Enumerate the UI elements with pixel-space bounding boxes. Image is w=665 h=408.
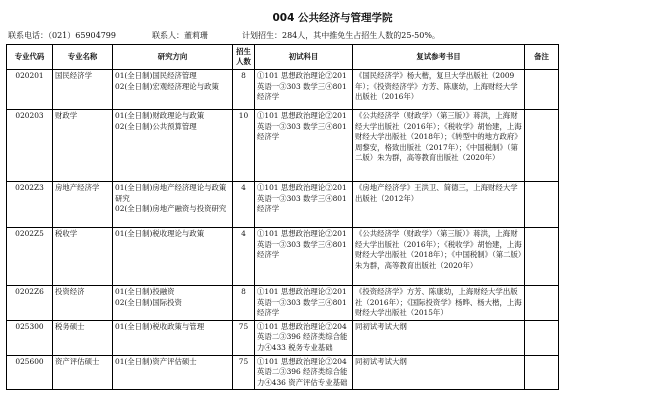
- reference-books: 同初试考试大纲: [353, 355, 525, 390]
- program-name: 房地产经济学: [53, 182, 113, 228]
- research-direction-item: 01(全日制)税收理论与政策: [115, 229, 205, 238]
- research-direction-item: 01(全日制)税收政策与管理: [115, 321, 205, 331]
- remark: [525, 228, 559, 286]
- reference-books: 《国民经济学》杨大楷，复旦大学出版社（2009年）；《投资经济学》方芳、陈康幼，上海财经大学出版社（2016年）: [353, 70, 525, 110]
- remark: [525, 320, 559, 355]
- research-direction: [113, 228, 233, 286]
- header-remark: 备注: [525, 45, 559, 70]
- research-direction: [113, 320, 233, 355]
- program-name: 税收学: [53, 228, 113, 286]
- research-direction-item: 01(全日制)国民经济管理: [115, 71, 197, 80]
- research-direction-item: 01(全日制)财政理论与政策: [115, 111, 205, 120]
- remark: [525, 182, 559, 228]
- enrollment-count: 8: [233, 70, 255, 110]
- program-code: 0202Z5: [7, 228, 53, 286]
- research-direction: [113, 355, 233, 390]
- header-books: 复试参考书目: [353, 45, 525, 70]
- enrollment-count: 75: [233, 320, 255, 355]
- research-direction: [113, 182, 233, 228]
- program-name: 财政学: [53, 110, 113, 182]
- reference-books: 《房地产经济学》王洪卫、简德三，上海财经大学出版社（2012年）: [353, 182, 525, 228]
- research-direction-item: 02(全日制)公共预算管理: [115, 121, 197, 131]
- exam-subjects: ①101 思想政治理论②204英语二③396 经济类综合能力④433 税务专业基础: [255, 320, 353, 355]
- table-row: [7, 228, 559, 286]
- table-row: [7, 355, 559, 390]
- program-code: 025300: [7, 320, 53, 355]
- page-title: 004 公共经济与管理学院: [272, 12, 393, 24]
- exam-subjects: ①101 思想政治理论②201英语一③303 数学三④801经济学: [255, 110, 353, 182]
- contact-person: 联系人：董莉珊: [152, 31, 208, 40]
- reference-books: 《投资经济学》方芳、陈康幼，上海财经大学出版社（2016年）；《国际投资学》杨晔、杨大楷，上海财经大学出版社（2015年）: [353, 286, 525, 321]
- exam-subjects: ①101 思想政治理论②201英语一③303 数学三④801经济学: [255, 228, 353, 286]
- research-direction-item: 02(全日制)国际投资: [115, 297, 182, 307]
- table-row: [7, 286, 559, 321]
- program-code: 025600: [7, 355, 53, 390]
- enrollment-count: 10: [233, 110, 255, 182]
- table-row: [7, 110, 559, 182]
- remark: [525, 70, 559, 110]
- program-name: 投资经济: [53, 286, 113, 321]
- table-row: [7, 70, 559, 110]
- reference-books: 同初试考试大纲: [353, 320, 525, 355]
- research-direction-item: 01(全日制)资产评估硕士: [115, 356, 197, 366]
- enrollment-count: 8: [233, 286, 255, 321]
- exam-subjects: ①101 思想政治理论②201英语一③303 数学三④801经济学: [255, 182, 353, 228]
- program-code: 020201: [7, 70, 53, 110]
- table-header-row: [7, 45, 559, 70]
- program-code: 0202Z3: [7, 182, 53, 228]
- program-name: 国民经济学: [53, 70, 113, 110]
- enrollment-count: 4: [233, 228, 255, 286]
- enrollment-count: 75: [233, 355, 255, 390]
- remark: [525, 110, 559, 182]
- research-direction: [113, 70, 233, 110]
- research-direction: [113, 110, 233, 182]
- program-table: [6, 44, 559, 390]
- program-code: 020203: [7, 110, 53, 182]
- exam-subjects: ①101 思想政治理论②204英语二③396 经济类综合能力④436 资产评估专业基础: [255, 355, 353, 390]
- research-direction: [113, 286, 233, 321]
- research-direction-item: 01(全日制)房地产经济理论与政策研究: [115, 183, 227, 203]
- contact-info: [8, 30, 658, 41]
- contact-phone: 联系电话：（021）65904799: [8, 31, 116, 40]
- reference-books: 《公共经济学（财政学）（第三版）》蒋洪，上海财经大学出版社（2016年）；《税收学》胡怡建，上海财经大学出版社（2018年）；《中国税制》（第二版）朱为群，高等教育出版社（2020年）: [353, 228, 525, 286]
- table-row: [7, 182, 559, 228]
- remark: [525, 355, 559, 390]
- program-code: 0202Z6: [7, 286, 53, 321]
- program-name: 资产评估硕士: [53, 355, 113, 390]
- header-direction: 研究方向: [113, 45, 233, 70]
- exam-subjects: ①101 思想政治理论②201英语一③303 数学三④801经济学: [255, 286, 353, 321]
- enrollment-count: 4: [233, 182, 255, 228]
- enrollment-plan: 计划招生：284人，其中推免生占招生人数的25-50%。: [242, 31, 440, 40]
- program-name: 税务硕士: [53, 320, 113, 355]
- research-direction-item: 01(全日制)投融资: [115, 287, 175, 296]
- header-enroll: 招生人数: [233, 45, 255, 70]
- remark: [525, 286, 559, 321]
- header-exam: 初试科目: [255, 45, 353, 70]
- research-direction-item: 02(全日制)房地产融资与投资研究: [115, 204, 227, 214]
- research-direction-item: 02(全日制)宏观经济理论与政策: [115, 81, 219, 91]
- reference-books: 《公共经济学（财政学）（第三版）》蒋洪，上海财经大学出版社（2016年）；《税收学》胡怡建，上海财经大学出版社（2018年）；《转型中的地方政府》周黎安，格致出版社（2017年）；《中国税制》（第二版）朱为群，高等教育出版社（2020年）: [353, 110, 525, 182]
- table-row: [7, 320, 559, 355]
- header-code: 专业代码: [7, 45, 53, 70]
- exam-subjects: ①101 思想政治理论②201英语一③303 数学三④801经济学: [255, 70, 353, 110]
- header-name: 专业名称: [53, 45, 113, 70]
